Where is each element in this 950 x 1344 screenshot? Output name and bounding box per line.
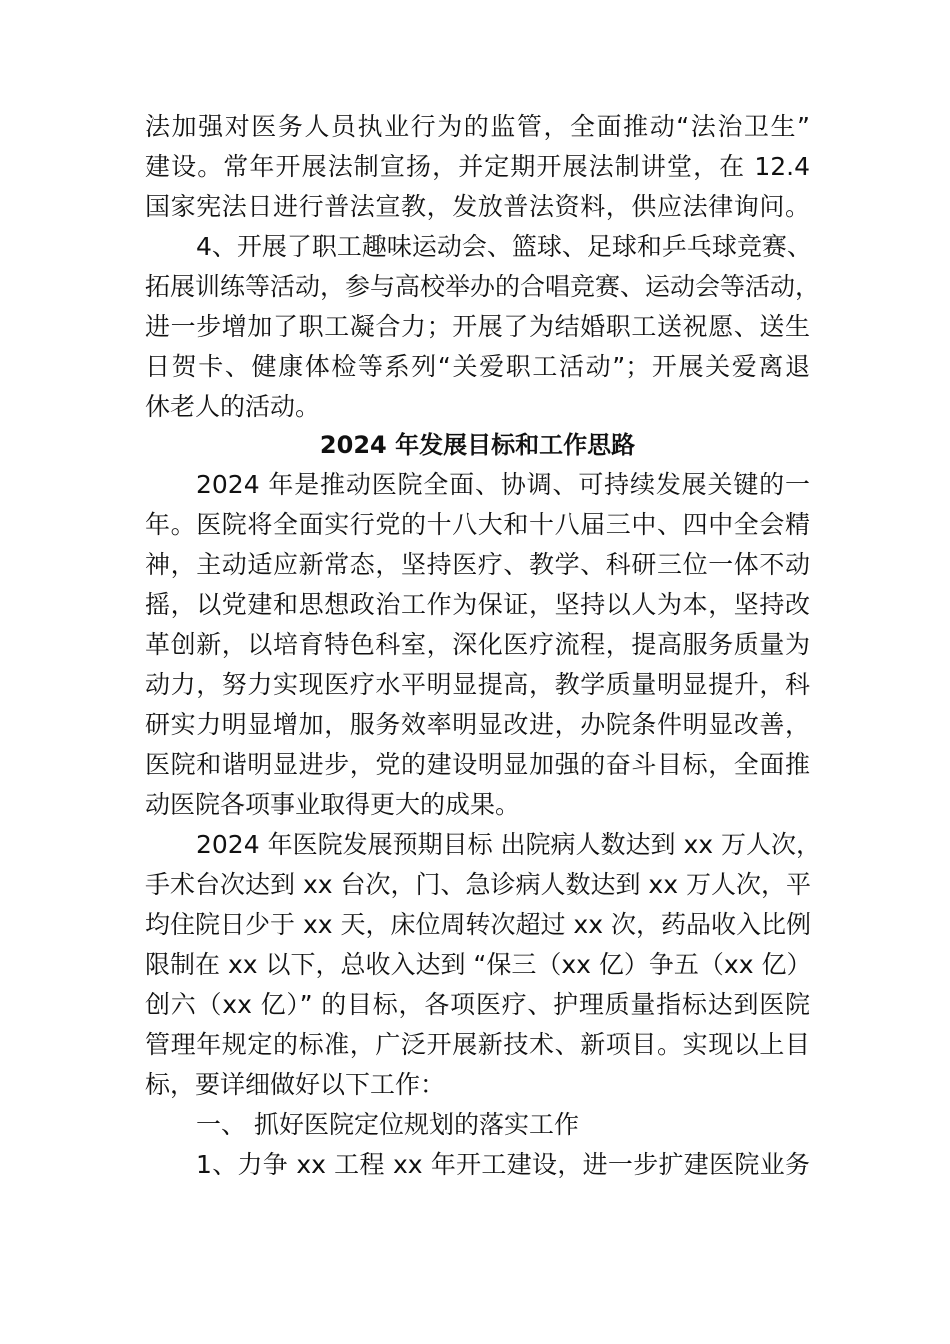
paragraph-line: 均住院日少于 xx 天，床位周转次超过 xx 次，药品收入比例 xyxy=(145,910,811,939)
paragraph-line: 4、开展了职工趣味运动会、篮球、足球和乒乓球竞赛、 xyxy=(196,232,812,261)
paragraph-line: 管理年规定的标准，广泛开展新技术、新项目。实现以上目 xyxy=(145,1030,810,1059)
paragraph-line: 动医院各项事业取得更大的成果。 xyxy=(145,790,521,819)
paragraph-line: 进一步增加了职工凝合力；开展了为结婚职工送祝愿、送生 xyxy=(145,312,810,341)
paragraph-line: 研实力明显增加，服务效率明显改进，办院条件明显改善， xyxy=(145,710,810,739)
paragraph-line: 法加强对医务人员执业行为的监管，全面推动“法治卫生” xyxy=(145,112,810,141)
paragraph-line: 医院和谐明显进步，党的建设明显加强的奋斗目标，全面推 xyxy=(145,750,810,779)
paragraph-line: 动力，努力实现医疗水平明显提高，教学质量明显提升，科 xyxy=(145,670,810,699)
paragraph-line: 标，要详细做好以下工作： xyxy=(145,1070,446,1099)
paragraph-line: 国家宪法日进行普法宣教，发放普法资料，供应法律询问。 xyxy=(145,192,810,221)
paragraph-line: 年。医院将全面实行党的十八大和十八届三中、四中全会精 xyxy=(145,510,810,539)
paragraph-line: 1、力争 xx 工程 xx 年开工建设，进一步扩建医院业务 xyxy=(196,1150,810,1179)
subsection-heading: 一、 抓好医院定位规划的落实工作 xyxy=(196,1110,579,1139)
paragraph-line: 休老人的活动。 xyxy=(145,392,321,421)
paragraph-line: 手术台次达到 xx 台次，门、急诊病人数达到 xx 万人次，平 xyxy=(145,870,811,899)
paragraph-line: 拓展训练等活动，参与高校举办的合唱竞赛、运动会等活动， xyxy=(145,272,821,301)
paragraph-line: 限制在 xx 以下，总收入达到 “保三（xx 亿）争五（xx 亿） xyxy=(145,950,812,979)
paragraph-line: 建设。常年开展法制宣扬，并定期开展法制讲堂，在 12.4 xyxy=(145,152,810,181)
paragraph-line: 创六（xx 亿）” 的目标，各项医疗、护理质量指标达到医院 xyxy=(145,990,810,1019)
paragraph-line: 2024 年是推动医院全面、协调、可持续发展关键的一 xyxy=(196,470,810,499)
paragraph-line: 摇，以党建和思想政治工作为保证，坚持以人为本，坚持改 xyxy=(145,590,810,619)
paragraph-line: 神，主动适应新常态，坚持医疗、教学、科研三位一体不动 xyxy=(145,550,810,579)
section-heading: 2024 年发展目标和工作思路 xyxy=(319,431,636,459)
paragraph-line: 革创新，以培育特色科室，深化医疗流程，提高服务质量为 xyxy=(145,630,810,659)
paragraph-line: 2024 年医院发展预期目标 出院病人数达到 xx 万人次， xyxy=(196,830,822,859)
paragraph-line: 日贺卡、健康体检等系列“关爱职工活动”；开展关爱离退 xyxy=(145,352,810,381)
